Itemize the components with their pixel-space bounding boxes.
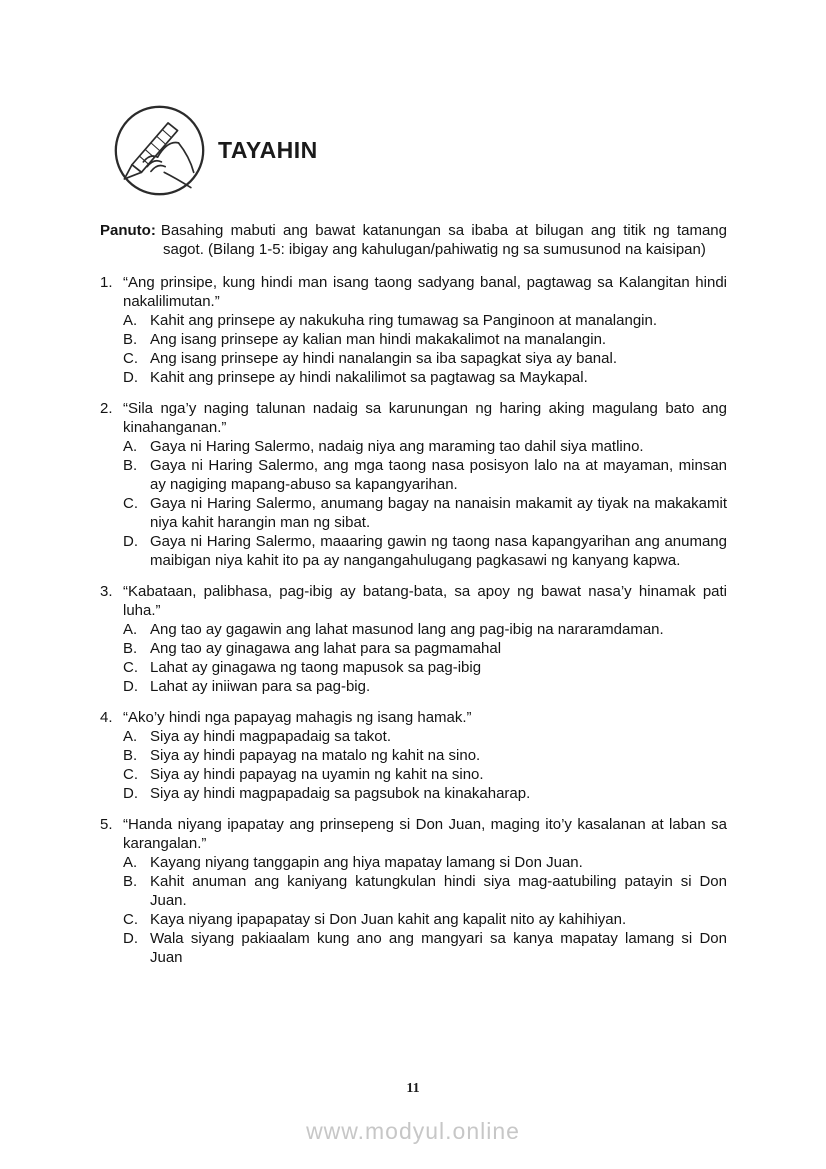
option-row: [123, 494, 727, 532]
option-text: Kaya niyang ipapapatay si Don Juan kahit ang kapalit nito ay kahihiyan.: [150, 911, 627, 928]
option-row: [123, 746, 727, 765]
option-row: [123, 437, 727, 456]
option-letter: B.: [123, 640, 138, 657]
option-letter: C.: [123, 659, 138, 676]
option-row: [123, 765, 727, 784]
page-content: [100, 221, 727, 979]
option-text: Wala siyang pakiaalam kung ano ang mangyari sa kanya mapatay lamang si Don Juan: [150, 930, 727, 966]
question-1: [100, 273, 727, 387]
option-text: Gaya ni Haring Salermo, ang mga taong nasa posisyon lalo na at mayaman, minsan ay nagiging mapang-abuso sa kapangyarihan.: [150, 457, 727, 493]
option-letter: A.: [123, 312, 138, 329]
watermark: www.modyul.online: [306, 1118, 520, 1144]
option-row: [123, 910, 727, 929]
option-letter: B.: [123, 873, 138, 890]
option-text: Gaya ni Haring Salermo, maaaring gawin ng taong nasa kapangyarihan ang anumang maibigan niya kahit ito pa ay nangangahulugang pagkasawi ng kanyang kapwa.: [150, 533, 727, 569]
option-letter: D.: [123, 369, 138, 386]
option-letter: B.: [123, 457, 138, 474]
option-row: [123, 677, 727, 696]
page-number: 11: [406, 1081, 420, 1096]
option-row: [123, 330, 727, 349]
instructions-text: Basahing mabuti ang bawat katanungan sa ibaba at bilugan ang titik ng tamang sagot. (Bilang 1-5: ibigay ang kahulugan/pahiwatig ng sa sumusunod na kaisipan): [160, 222, 727, 258]
instructions-label: Panuto:: [100, 222, 156, 239]
question-stem: “Ako’y hindi nga papayag mahagis ng isang hamak.”: [123, 709, 472, 726]
option-letter: A.: [123, 728, 138, 745]
option-text: Kahit ang prinsepe ay hindi nakalilimot sa pagtawag sa Maykapal.: [150, 369, 588, 386]
option-text: Siya ay hindi magpapadaig sa pagsubok na kinakaharap.: [150, 785, 531, 802]
option-letter: D.: [123, 785, 138, 802]
option-row: [123, 620, 727, 639]
option-row: [123, 532, 727, 570]
option-letter: C.: [123, 911, 138, 928]
option-row: [123, 784, 727, 803]
option-text: Gaya ni Haring Salermo, anumang bagay na nanaisin makamit ay tiyak na makakamit niya kahit harangin man ng sibat.: [150, 495, 727, 531]
option-text: Kahit anuman ang kaniyang katungkulan hindi siya mag-aatubiling patayin si Don Juan.: [150, 873, 727, 909]
question-4: [100, 708, 727, 803]
option-text: Siya ay hindi papayag na uyamin ng kahit na sino.: [150, 766, 484, 783]
question-number: 5.: [100, 816, 113, 833]
question-number: 3.: [100, 583, 113, 600]
option-text: Ang tao ay ginagawa ang lahat para sa pagmamahal: [150, 640, 502, 657]
option-row: [123, 929, 727, 967]
option-text: Lahat ay ginagawa ng taong mapusok sa pag-ibig: [150, 659, 482, 676]
option-text: Ang tao ay gagawin ang lahat masunod lang ang pag-ibig na nararamdaman.: [150, 621, 664, 638]
question-number: 4.: [100, 709, 113, 726]
question-3: [100, 582, 727, 696]
page-title: TAYAHIN: [218, 137, 318, 163]
option-row: [123, 872, 727, 910]
page-header: [112, 103, 318, 198]
question-5: [100, 815, 727, 967]
option-letter: D.: [123, 930, 138, 947]
instructions: [100, 221, 727, 259]
option-letter: C.: [123, 495, 138, 512]
option-row: [123, 853, 727, 872]
option-text: Gaya ni Haring Salermo, nadaig niya ang maraming tao dahil siya matlino.: [150, 438, 644, 455]
option-row: [123, 349, 727, 368]
option-letter: C.: [123, 766, 138, 783]
option-letter: A.: [123, 854, 138, 871]
question-stem: “Kabataan, palibhasa, pag-ibig ay batang-bata, sa apoy ng bawat nasa’y hinamak pati luha.”: [123, 583, 727, 619]
question-stem: “Ang prinsipe, kung hindi man isang taong sadyang banal, pagtawag sa Kalangitan hindi nakalilimutan.”: [123, 274, 727, 310]
option-text: Siya ay hindi papayag na matalo ng kahit na sino.: [150, 747, 481, 764]
question-stem: “Handa niyang ipapatay ang prinsepeng si Don Juan, maging ito’y kasalanan at laban sa karangalan.”: [123, 816, 727, 852]
option-row: [123, 311, 727, 330]
option-row: [123, 456, 727, 494]
question-2: [100, 399, 727, 570]
question-number: 1.: [100, 274, 113, 291]
option-letter: D.: [123, 533, 138, 550]
option-text: Siya ay hindi magpapadaig sa takot.: [150, 728, 391, 745]
option-row: [123, 658, 727, 677]
option-row: [123, 368, 727, 387]
option-letter: A.: [123, 621, 138, 638]
option-text: Kayang niyang tanggapin ang hiya mapatay lamang si Don Juan.: [150, 854, 583, 871]
option-text: Ang isang prinsepe ay kalian man hindi makakalimot na manalangin.: [150, 331, 607, 348]
question-number: 2.: [100, 400, 113, 417]
option-letter: A.: [123, 438, 138, 455]
option-row: [123, 727, 727, 746]
option-row: [123, 639, 727, 658]
option-letter: B.: [123, 331, 138, 348]
option-letter: B.: [123, 747, 138, 764]
option-text: Lahat ay iniiwan para sa pag-big.: [150, 678, 371, 695]
option-text: Kahit ang prinsepe ay nakukuha ring tumawag sa Panginoon at manalangin.: [150, 312, 658, 329]
option-letter: C.: [123, 350, 138, 367]
option-letter: D.: [123, 678, 138, 695]
option-text: Ang isang prinsepe ay hindi nanalangin sa iba sapagkat siya ay banal.: [150, 350, 617, 367]
question-stem: “Sila nga’y naging talunan nadaig sa karunungan ng haring aking magulang bato ang kinahanganan.”: [123, 400, 727, 436]
writing-hand-icon: [112, 103, 207, 198]
